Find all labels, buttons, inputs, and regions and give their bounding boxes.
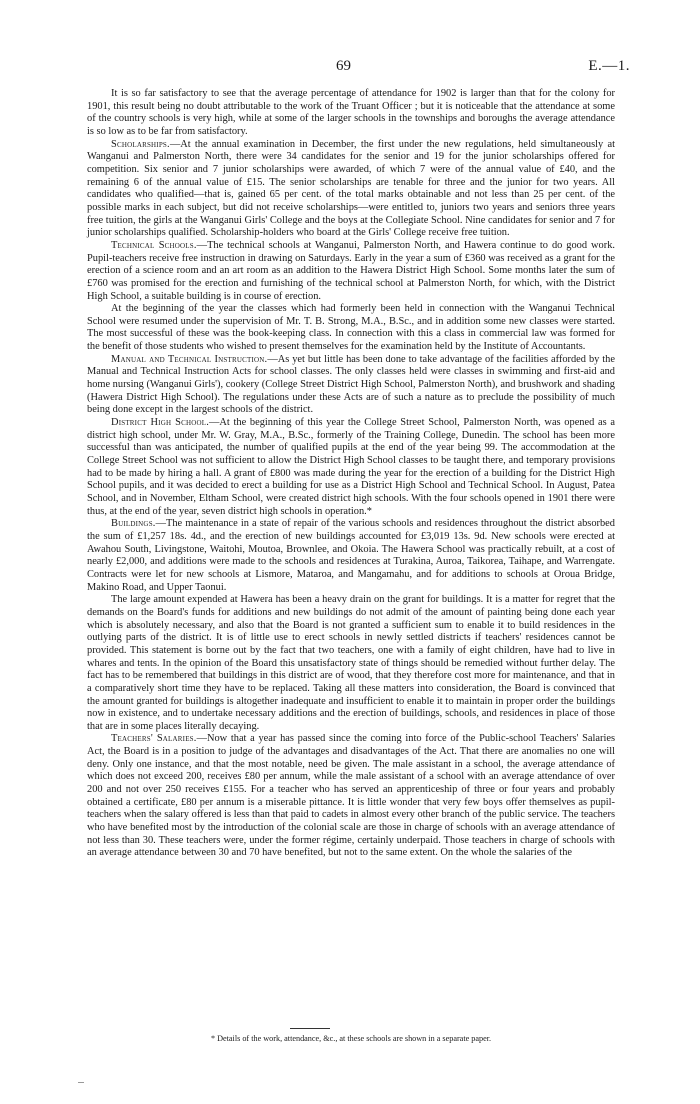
document-reference: E.—1.	[588, 58, 630, 74]
page-header	[0, 58, 700, 78]
footnote: * Details of the work, attendance, &c., at these schools are shown in a separate paper.	[210, 1034, 492, 1043]
margin-mark	[78, 1082, 84, 1083]
section-heading: Manual and Technical Instruction.	[111, 353, 268, 365]
section-heading: Teachers' Salaries.	[111, 733, 197, 745]
paragraph-technical-schools: Technical Schools.—The technical schools at Wanganui, Palmerston North, and Hawera continue to do good work. Pupil-teachers receive free instruction in drawing on Saturdays. Early in the year a sum of £360 was received as a grant for the erection of a science room and an art room as an addition to the Hawera District High School. Some months later the sum of £760 was promised for the erection and furnishing of the technical school at Palmerston North, for which, with the District High School, a suitable building is in course of erection.	[87, 239, 615, 302]
paragraph-attendance: It is so far satisfactory to see that the average percentage of attendance for 1902 is larger than that for the colony for 1901, this result being no doubt attributable to the work of the Truant Officer ; but it is noticeable that the attendance at some of the country schools is very high, while at some of the larger schools in the townships and boroughs the average attendance is so low as to be far from satisfactory.	[87, 88, 615, 137]
section-heading: District High School.	[111, 417, 210, 429]
paragraph-teachers-salaries: Teachers' Salaries.—Now that a year has passed since the coming into force of the Public-school Teachers' Salaries Act, the Board is in a position to judge of the advantages and disadvantages of the Act. That there are anomalies no one will deny. Only one instance, and that the most notable, need be given. The male assistant in a school, the average attendance of which does not exceed 200, receives £80 per annum, while the male assistant of a school with an average attendance of over 200 and not over 250 receives £155. For a teacher who has served an apprenticeship of three or four years and probably obtained a certificate, £80 per annum is a miserable pittance. It is little wonder that very few boys offer themselves as pupil-teachers when the salary offered is less than that paid to cadets in almost every other branch of the public service. The teachers who have benefited most by the introduction of the colonial scale are those in charge of schools with an average attendance of not less than 30. These teachers were, under the former régime, certainly underpaid. Those teachers in charge of schools with an average attendance between 30 and 70 have benefited, but not to the same extent. On the whole the salaries of the	[87, 733, 615, 859]
paragraph-manual-instruction: Manual and Technical Instruction.—As yet but little has been done to take advantage of the facilities afforded by the Manual and Technical Instruction Acts for school classes. The only classes held were classes in swimming and first-aid and home nursing (Wanganui Girls'), cookery (College Street District High School, Palmerston North), and brushwork and shading (Hawera District High School). The regulations under these Acts are of such a nature as to preclude the possibility of much being done except in the largest schools of the district.	[87, 353, 615, 416]
body-text	[87, 88, 615, 860]
section-heading: Buildings.	[111, 518, 156, 530]
section-heading: Scholarships.	[111, 138, 170, 150]
section-heading: Technical Schools.	[111, 239, 197, 251]
paragraph-buildings: Buildings.—The maintenance in a state of repair of the various schools and residences throughout the district absorbed the sum of £1,257 18s. 4d., and the erection of new buildings accounted for £3,019 13s. 9d. New schools were erected at Awahou South, Livingstone, Waitohi, Moutoa, Brownlee, and Okoia. The Hawera School was practically rebuilt, at a cost of nearly £2,000, and additions were made to the schools and residences at Turakina, Auroa, Taikorea, Taihape, and Warrengate. Contracts were let for new schools at Lismore, Mataroa, and Mangamahu, and for additions to schools at Oroua Bridge, Makino Road, and Upper Taonui.	[87, 518, 615, 593]
paragraph-technical-classes: At the beginning of the year the classes which had formerly been held in connection with the Wanganui Technical School were resumed under the supervision of Mr. T. B. Strong, M.A., B.Sc., and in addition some new classes were started. The most successful of these was the book-keeping class. In connection with this a class in commercial law was formed for the benefit of those students who wished to present themselves for the examination held by the Institute of Accountants.	[87, 303, 615, 353]
paragraph-district-high-school: District High School.—At the beginning of this year the College Street School, Palmerston North, was opened as a district high school, under Mr. W. Gray, M.A., B.Sc., formerly of the Training College, Dunedin. The school has been more successful than was anticipated, the number of qualified pupils at the end of the year being 99. The accommodation at the College Street School was not sufficient to allow the District High School classes to be taught there, and temporary provisions had to be made by hiring a hall. A grant of £800 was made during the year for the erection of a building for the District High School pupils, and it was decided to erect a building for use as a District High School and Technical School. In August, Patea School, and in November, Eltham School, were created district high schools. With the four schools opened in 1901 there were thus, at the end of the year, seven district high schools in operation.*	[87, 417, 616, 517]
footnote-divider	[290, 1028, 330, 1029]
page-number: 69	[336, 58, 351, 74]
paragraph-scholarships: Scholarships.—At the annual examination in December, the first under the new regulations, held simultaneously at Wanganui and Palmerston North, there were 34 candidates for the senior and 19 for the junior scholarships offered for competition. Six senior and 7 junior scholarships were awarded, of which 7 were of the annual value of £40, and the remaining 6 of the annual value of £15. The senior scholarships are tenable for three and the junior for two years. All candidates who qualified—that is, gained 65 per cent. of the total marks obtainable and not less than 25 per cent. of the possible marks in each subject, but did not receive scholarships—were entitled to, juniors two years and seniors three years free tuition, the girls at the Wanganui Girls' College and the boys at the Collegiate School. Nine candidates for senior and 7 for junior scholarships qualified. Scholarship-holders who board at the Girls' College receive free tuition.	[87, 138, 615, 239]
paragraph-buildings-grant: The large amount expended at Hawera has been a heavy drain on the grant for buildings. It is a matter for regret that the demands on the Board's funds for additions and new buildings do not admit of the amount of painting being done each year which is absolutely necessary, and also that the Board is not granted a sufficient sum to enable it to build residences in the outlying parts of the district. It is of little use to erect schools in newly settled districts if teachers' residences cannot be provided. This statement is borne out by the fact that two teachers, one with a family of eight children, have had to live in whares and tents. In the opinion of the Board this unsatisfactory state of things should be remedied without further delay. The fact has to be remembered that buildings in this district are of wood, that they therefore cost more for maintenance, and that in a comparatively short time they have to be replaced. Taking all these matters into consideration, the Board is convinced that the amount granted for buildings is altogether inadequate and insufficient to enable it to maintain in proper order the buildings now in existence, and to undertake necessary additions and the erection of buildings, schools, and residences in place of those that are in some places literally decaying.	[87, 594, 615, 732]
